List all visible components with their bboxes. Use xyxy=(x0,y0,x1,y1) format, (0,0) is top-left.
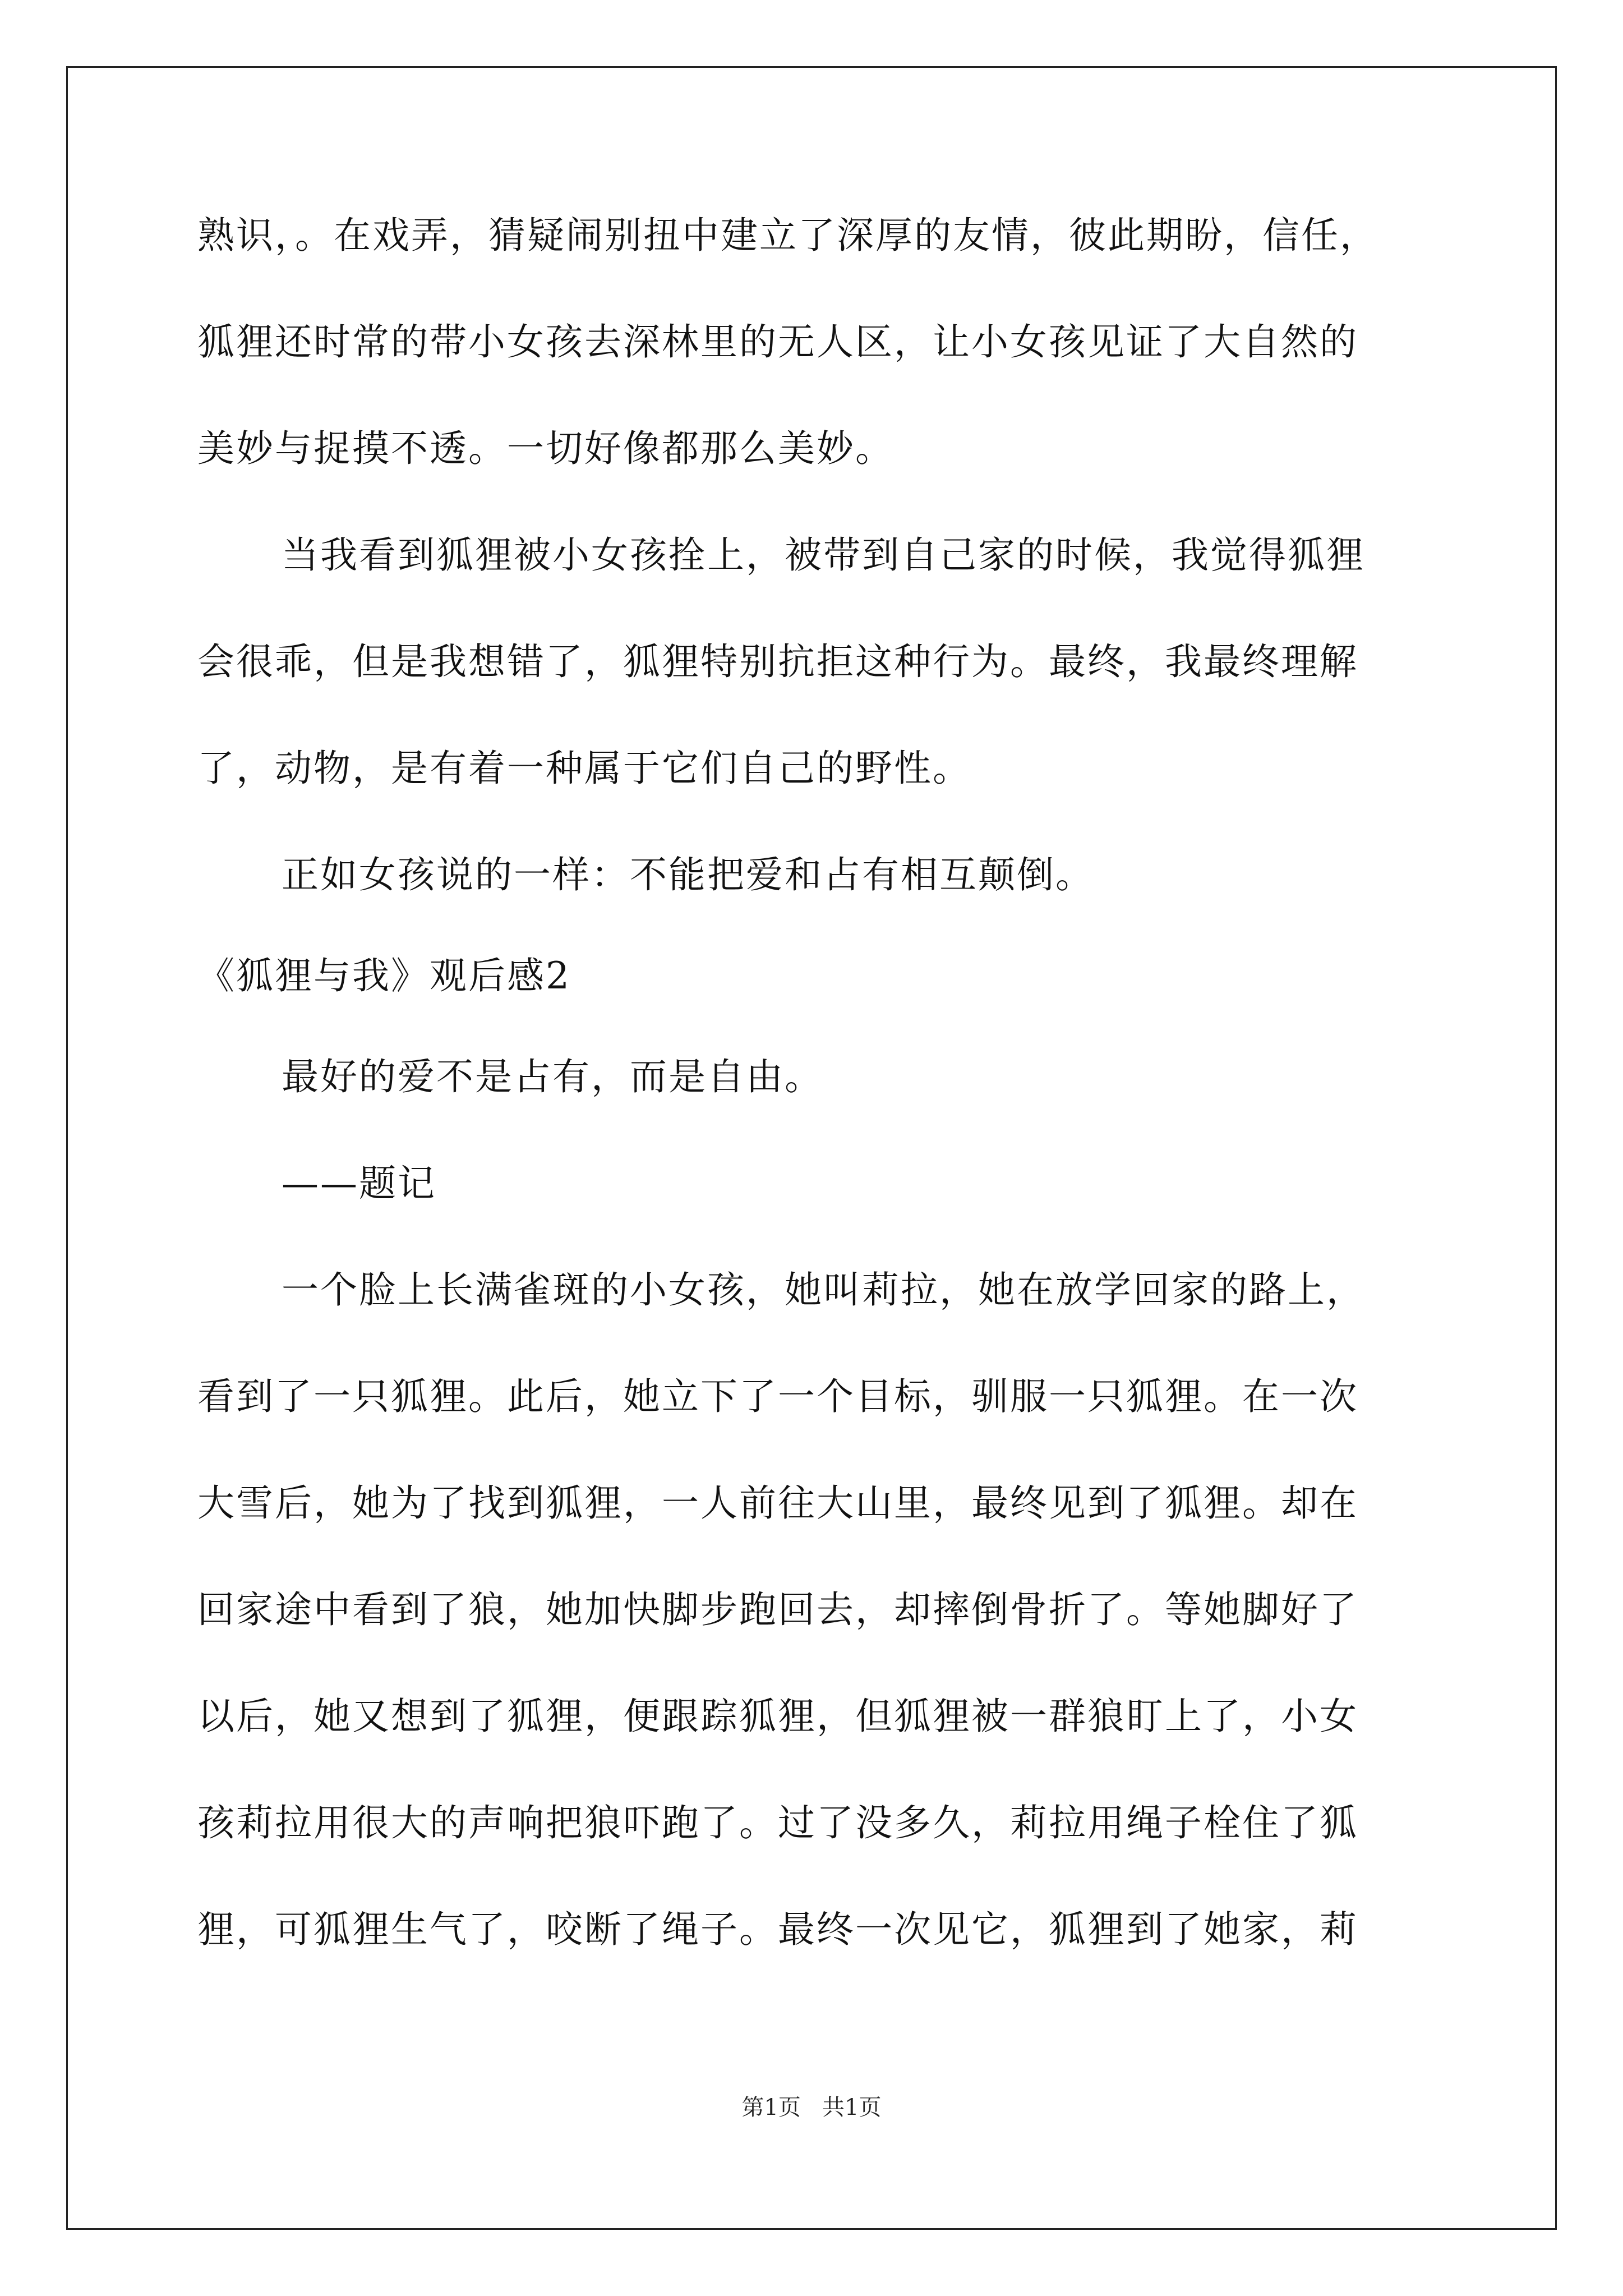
text-line: 正如女孩说的一样：不能把爱和占有相互颠倒。 xyxy=(282,853,1094,896)
epigraph-credit: ——题记 xyxy=(282,1162,436,1205)
text-line: 大雪后，她为了找到狐狸，一人前往大山里，最终见到了狐狸。却在 xyxy=(197,1481,1358,1525)
text-line: 以后，她又想到了狐狸，便跟踪狐狸，但狐狸被一群狼盯上了，小女 xyxy=(197,1695,1358,1738)
text-line: 狐狸还时常的带小女孩去深林里的无人区，让小女孩见证了大自然的 xyxy=(197,320,1358,364)
section-title: 《狐狸与我》观后感2 xyxy=(197,954,571,997)
text-line: 回家途中看到了狼，她加快脚步跑回去，却摔倒骨折了。等她脚好了 xyxy=(197,1588,1358,1631)
text-line: 一个脸上长满雀斑的小女孩，她叫莉拉，她在放学回家的路上， xyxy=(282,1268,1365,1312)
text-line: 看到了一只狐狸。此后，她立下了一个目标，驯服一只狐狸。在一次 xyxy=(197,1375,1358,1418)
text-line: 当我看到狐狸被小女孩拴上，被带到自己家的时候，我觉得狐狸 xyxy=(282,533,1365,577)
page-border xyxy=(66,66,1557,2230)
text-line: 美妙与捉摸不透。一切好像都那么美妙。 xyxy=(197,427,894,470)
text-line: 狸，可狐狸生气了，咬断了绳子。最终一次见它，狐狸到了她家，莉 xyxy=(197,1908,1358,1951)
text-line: 最好的爱不是占有，而是自由。 xyxy=(282,1055,823,1098)
text-line: 熟识，。在戏弄，猜疑闹别扭中建立了深厚的友情，彼此期盼，信任， xyxy=(197,214,1378,257)
page-number-footer: 第1页 共1页 xyxy=(741,2095,882,2120)
text-line: 孩莉拉用很大的声响把狼吓跑了。过了没多久，莉拉用绳子栓住了狐 xyxy=(197,1801,1358,1844)
text-line: 了，动物，是有着一种属于它们自己的野性。 xyxy=(197,747,971,790)
text-line: 会很乖，但是我想错了，狐狸特别抗拒这种行为。最终，我最终理解 xyxy=(197,640,1358,683)
